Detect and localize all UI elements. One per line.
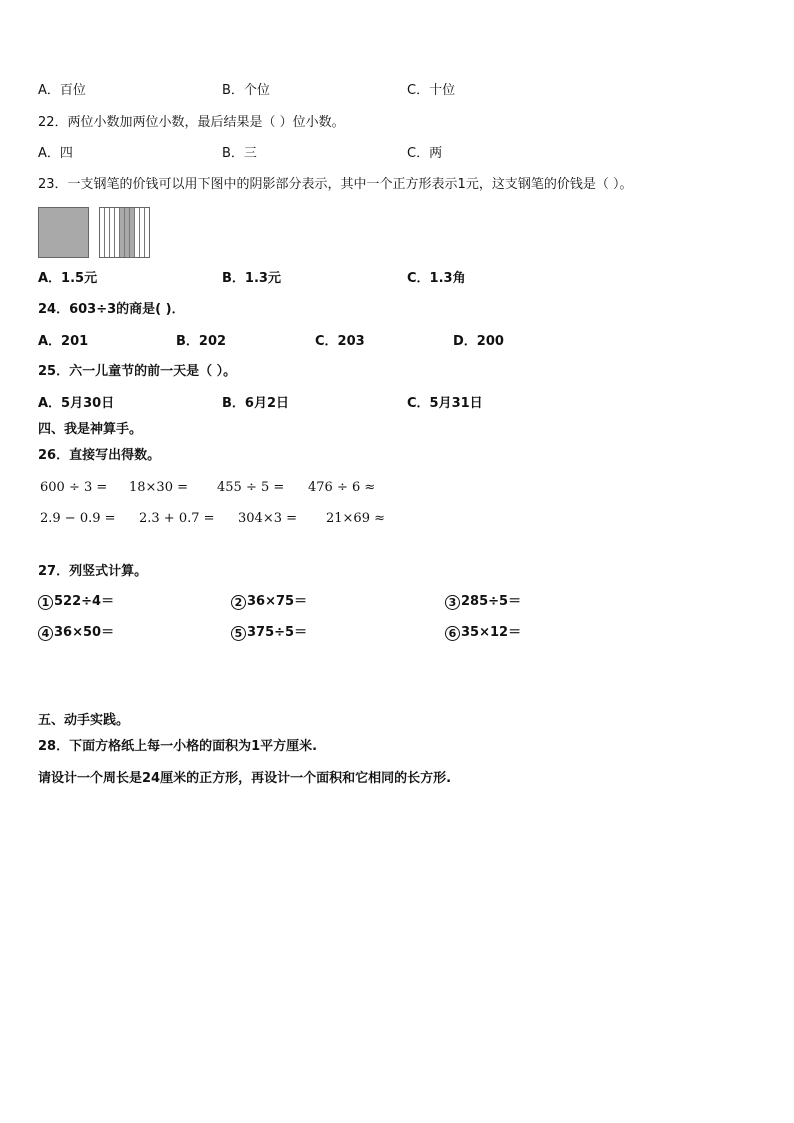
q21-option-a: A．百位 xyxy=(38,83,86,98)
q27-item xyxy=(38,625,114,641)
q27-expr: 375÷5＝ xyxy=(247,625,308,640)
q27-expr: 36×50＝ xyxy=(54,625,115,640)
q21-option-c: C．十位 xyxy=(407,83,456,98)
q26-calc: 2.3 + 0.7 = xyxy=(139,511,215,526)
q28-text: 请设计一个周长是24厘米的正方形，再设计一个面积和它相同的长方形. xyxy=(38,771,452,786)
q27-item xyxy=(231,625,307,641)
q26-calc: 600 ÷ 3 = xyxy=(40,480,108,495)
q23-option-c: C．1.3角 xyxy=(407,271,466,286)
section-4-heading: 四、我是神算手。 xyxy=(38,422,143,437)
q26-calc: 18×30 = xyxy=(129,480,189,495)
circled-number: 3 xyxy=(445,595,460,610)
q23-stem: 23．一支钢笔的价钱可以用下图中的阴影部分表示，其中一个正方形表示1元，这支钢笔的价钱是（ ）。 xyxy=(38,177,633,192)
q27-item xyxy=(231,594,307,610)
q26-calc: 476 ÷ 6 ≈ xyxy=(308,480,376,495)
q27-expr: 285÷5＝ xyxy=(461,594,522,609)
circled-number: 6 xyxy=(445,626,460,641)
q24-stem: 24．603÷3的商是( )． xyxy=(38,302,185,317)
q22-option-a: A．四 xyxy=(38,146,73,161)
q23-strip-square xyxy=(99,207,150,258)
q24-option-c: C．203 xyxy=(315,334,365,349)
q25-option-b: B．6月2日 xyxy=(222,396,289,411)
q24-option-a: A．201 xyxy=(38,334,89,349)
q24-option-d: D．200 xyxy=(453,334,504,349)
q25-option-c: C．5月31日 xyxy=(407,396,483,411)
circled-number: 5 xyxy=(231,626,246,641)
q26-calc: 21×69 ≈ xyxy=(326,511,386,526)
q23-option-a: A．1.5元 xyxy=(38,271,98,286)
q25-stem: 25．六一儿童节的前一天是（ ）。 xyxy=(38,364,237,379)
q22-option-b: B．三 xyxy=(222,146,257,161)
q27-expr: 522÷4＝ xyxy=(54,594,115,609)
q27-expr: 36×75＝ xyxy=(247,594,308,609)
q27-stem: 27．列竖式计算。 xyxy=(38,564,148,579)
q28-stem: 28．下面方格纸上每一小格的面积为1平方厘米. xyxy=(38,739,318,754)
q26-calc: 304×3 = xyxy=(238,511,298,526)
q23-option-b: B．1.3元 xyxy=(222,271,281,286)
q25-option-a: A．5月30日 xyxy=(38,396,115,411)
circled-number: 2 xyxy=(231,595,246,610)
q21-option-b: B．个位 xyxy=(222,83,270,98)
q22-stem: 22．两位小数加两位小数，最后结果是（ ）位小数。 xyxy=(38,115,345,130)
q23-full-square xyxy=(38,207,89,258)
q27-expr: 35×12＝ xyxy=(461,625,522,640)
q27-item xyxy=(445,594,521,610)
q26-stem: 26．直接写出得数。 xyxy=(38,448,161,463)
q23-strip xyxy=(145,208,149,257)
circled-number: 4 xyxy=(38,626,53,641)
q24-option-b: B．202 xyxy=(176,334,227,349)
circled-number: 1 xyxy=(38,595,53,610)
q26-calc: 455 ÷ 5 = xyxy=(217,480,285,495)
section-5-heading: 五、动手实践。 xyxy=(38,713,130,728)
q27-item xyxy=(445,625,521,641)
q27-item xyxy=(38,594,114,610)
q22-option-c: C．两 xyxy=(407,146,443,161)
q26-calc: 2.9 − 0.9 = xyxy=(40,511,116,526)
